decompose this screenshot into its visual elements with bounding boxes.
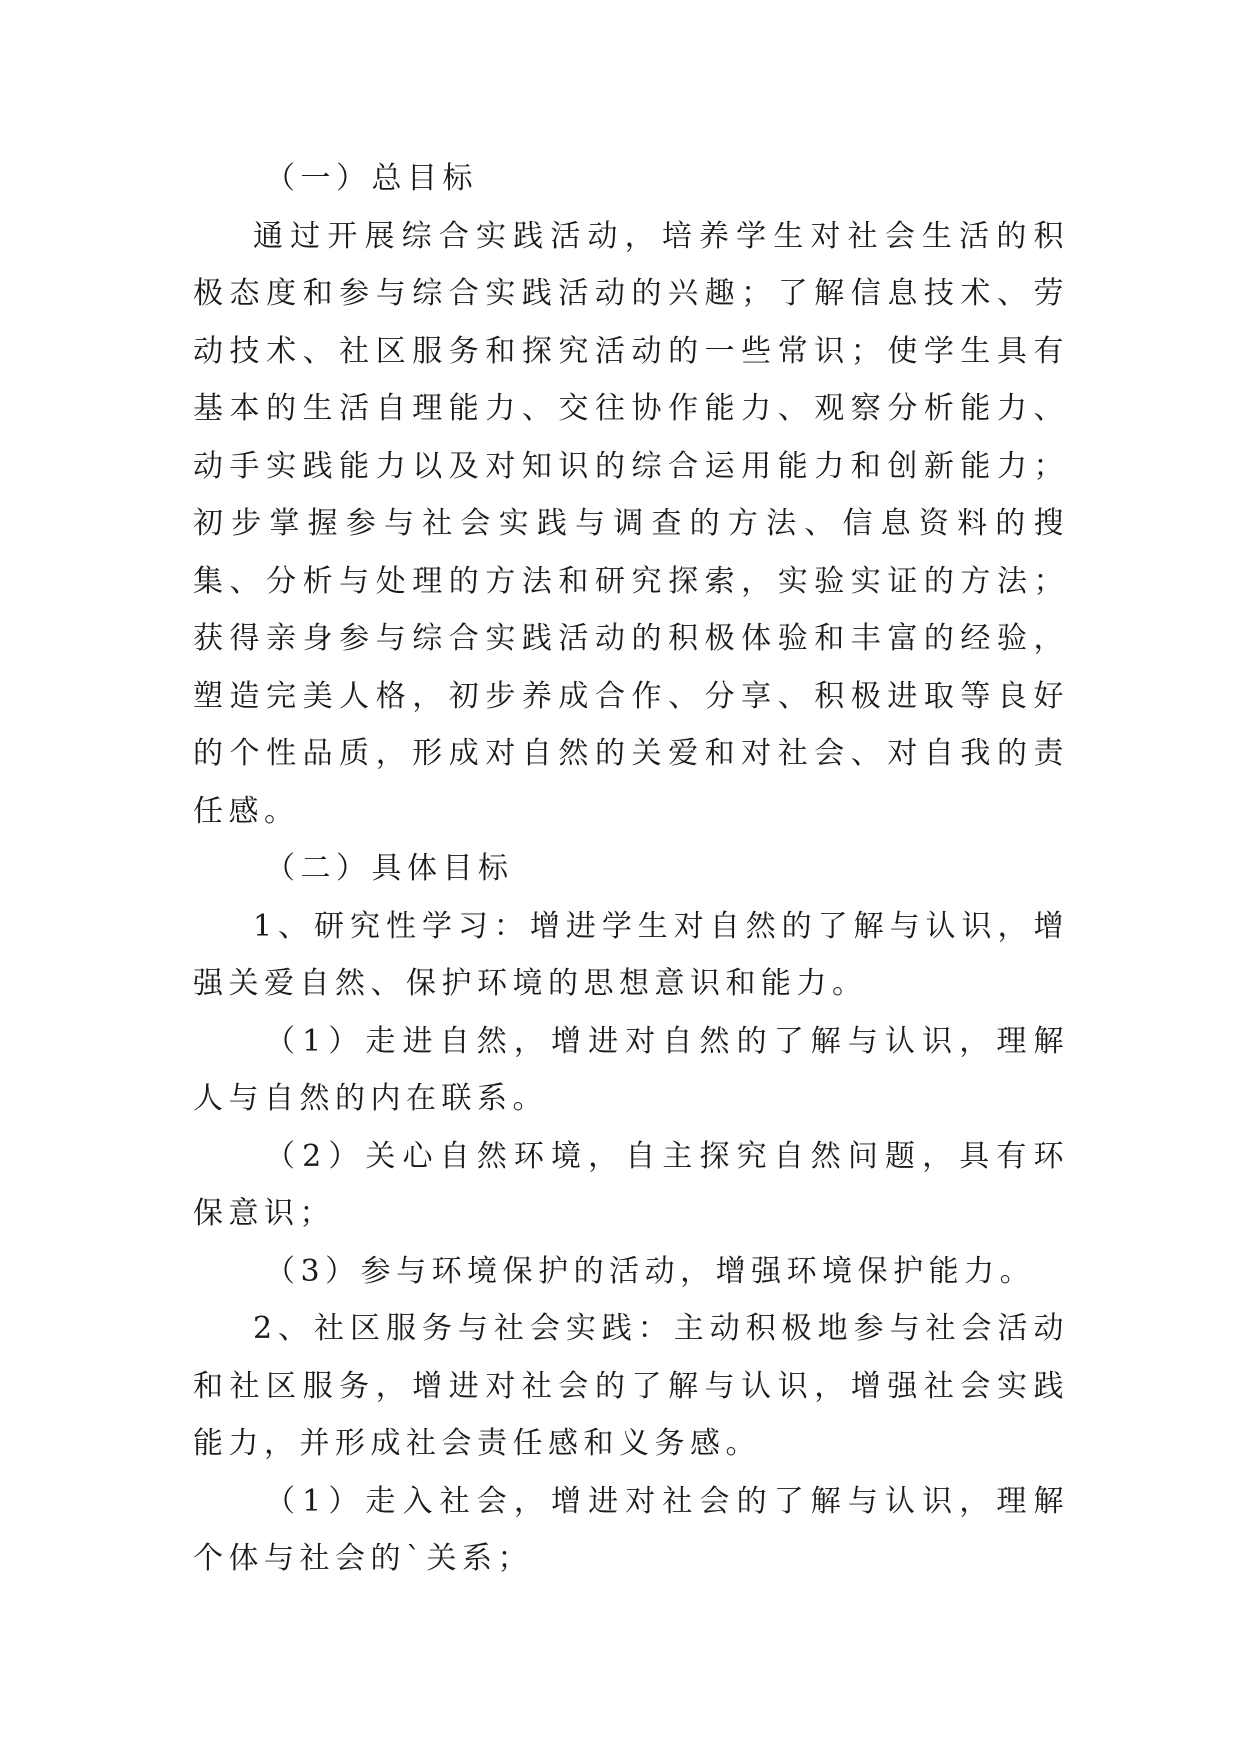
paragraph-item-1-1: （1）走进自然，增进对自然的了解与认识，理解人与自然的内在联系。	[193, 1023, 1069, 1116]
document-body	[193, 150, 1069, 1588]
paragraph-item-1-3: （3）参与环境保护的活动，增强环境保护能力。	[265, 1253, 1036, 1289]
section-heading-overall-goal: （一）总目标	[265, 161, 478, 196]
paragraph-item-2-1: （1）走入社会，增进对社会的了解与认识，理解个体与社会的`关系；	[193, 1483, 1069, 1576]
paragraph-community-service: 2、社区服务与社会实践：主动积极地参与社会活动和社区服务，增进对社会的了解与认识，增强社会实践能力，并形成社会责任感和义务感。	[193, 1311, 1069, 1461]
paragraph-research-learning: 1、研究性学习：增进学生对自然的了解与认识，增强关爱自然、保护环境的思想意识和能力。	[193, 908, 1069, 1001]
paragraph-item-1-2: （2）关心自然环境，自主探究自然问题，具有环保意识；	[193, 1138, 1069, 1231]
section-heading-specific-goals: （二）具体目标	[265, 851, 514, 886]
paragraph-overall-goal: 通过开展综合实践活动，培养学生对社会生活的积极态度和参与综合实践活动的兴趣；了解信息技术、劳动技术、社区服务和探究活动的一些常识；使学生具有基本的生活自理能力、交往协作能力、观察分析能力、动手实践能力以及对知识的综合运用能力和创新能力；初步掌握参与社会实践与调查的方法、信息资料的搜集、分析与处理的方法和研究探索，实验实证的方法；获得亲身参与综合实践活动的积极体验和丰富的经验，塑造完美人格，初步养成合作、分享、积极进取等良好的个性品质，形成对自然的关爱和对社会、对自我的责任感。	[193, 218, 1069, 829]
